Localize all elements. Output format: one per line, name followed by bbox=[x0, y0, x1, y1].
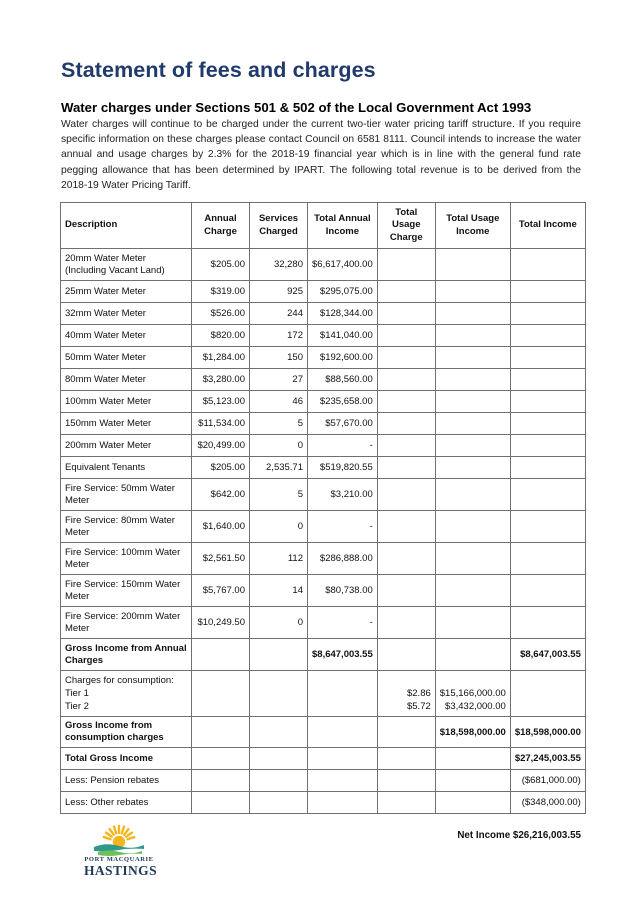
header-services-charged: Services Charged bbox=[250, 203, 308, 249]
empty-cell bbox=[377, 249, 435, 281]
other-rebates-amount: ($348,000.00) bbox=[510, 792, 585, 814]
empty-cell bbox=[377, 413, 435, 435]
meter-services-charged: 5 bbox=[250, 413, 308, 435]
meter-total-annual-income: - bbox=[308, 511, 378, 543]
table-row bbox=[61, 249, 586, 281]
meter-annual-charge: $1,640.00 bbox=[192, 511, 250, 543]
empty-cell bbox=[510, 325, 585, 347]
table-row bbox=[61, 303, 586, 325]
pension-rebates-amount: ($681,000.00) bbox=[510, 770, 585, 792]
empty-cell bbox=[435, 511, 510, 543]
empty-cell bbox=[435, 413, 510, 435]
meter-annual-charge: $3,280.00 bbox=[192, 369, 250, 391]
meter-services-charged: 46 bbox=[250, 391, 308, 413]
table-row bbox=[61, 435, 586, 457]
empty-cell bbox=[435, 369, 510, 391]
row-label: Less: Pension rebates bbox=[61, 770, 192, 792]
table-row bbox=[61, 281, 586, 303]
meter-annual-charge: $5,123.00 bbox=[192, 391, 250, 413]
meter-total-annual-income: $6,617,400.00 bbox=[308, 249, 378, 281]
section-heading: Water charges under Sections 501 & 502 of the Local Government Act 1993 bbox=[61, 100, 532, 115]
table-header-row bbox=[61, 203, 586, 249]
meter-description: Fire Service: 100mm Water Meter bbox=[61, 543, 192, 575]
meter-total-annual-income: - bbox=[308, 607, 378, 639]
meter-annual-charge: $205.00 bbox=[192, 457, 250, 479]
meter-services-charged: 2,535.71 bbox=[250, 457, 308, 479]
gross-consumption-row bbox=[61, 717, 586, 748]
meter-description: 200mm Water Meter bbox=[61, 435, 192, 457]
empty-cell bbox=[435, 457, 510, 479]
meter-annual-charge: $820.00 bbox=[192, 325, 250, 347]
meter-total-annual-income: $128,344.00 bbox=[308, 303, 378, 325]
tier1-charge: $2.86 bbox=[406, 688, 431, 699]
empty-cell bbox=[510, 457, 585, 479]
meter-description: 50mm Water Meter bbox=[61, 347, 192, 369]
table-row bbox=[61, 479, 586, 511]
empty-cell bbox=[435, 325, 510, 347]
empty-cell bbox=[510, 607, 585, 639]
empty-cell bbox=[435, 479, 510, 511]
tier1-label: Tier 1 bbox=[65, 688, 89, 699]
tier2-income: $3,432,000.00 bbox=[445, 701, 506, 712]
meter-description: 32mm Water Meter bbox=[61, 303, 192, 325]
row-label: Gross Income from consumption charges bbox=[61, 717, 192, 748]
tier2-label: Tier 2 bbox=[65, 701, 89, 712]
meter-total-annual-income: $88,560.00 bbox=[308, 369, 378, 391]
meter-annual-charge: $2,561.50 bbox=[192, 543, 250, 575]
sun-waves-icon bbox=[90, 822, 148, 856]
meter-description: 80mm Water Meter bbox=[61, 369, 192, 391]
empty-cell bbox=[435, 607, 510, 639]
gross-consumption-income: $18,598,000.00 bbox=[510, 717, 585, 748]
meter-description: Fire Service: 150mm Water Meter bbox=[61, 575, 192, 607]
empty-cell bbox=[510, 413, 585, 435]
meter-description: Fire Service: 50mm Water Meter bbox=[61, 479, 192, 511]
intro-paragraph: Water charges will continue to be charged under the current two-tier water pricing tariff structure. If you require specific information on these charges please contact Council on 6581 8111. Council intends to increase the water annual and usage charges by 2.3% for the 2018-19 financial year which is in line with the general fund rate pegging allowance that has been determined by IPART. The following total revenue is to be derived from the 2018-19 Water Pricing Tariff. bbox=[61, 119, 581, 191]
meter-services-charged: 14 bbox=[250, 575, 308, 607]
meter-annual-charge: $10,249.50 bbox=[192, 607, 250, 639]
empty-cell bbox=[377, 347, 435, 369]
empty-cell bbox=[435, 303, 510, 325]
header-total-income: Total Income bbox=[510, 203, 585, 249]
table-row bbox=[61, 347, 586, 369]
page-title: Statement of fees and charges bbox=[61, 58, 376, 82]
table-row bbox=[61, 511, 586, 543]
meter-total-annual-income: $192,600.00 bbox=[308, 347, 378, 369]
meter-services-charged: 0 bbox=[250, 607, 308, 639]
meter-services-charged: 172 bbox=[250, 325, 308, 347]
empty-cell bbox=[510, 369, 585, 391]
meter-total-annual-income: $3,210.00 bbox=[308, 479, 378, 511]
meter-total-annual-income: - bbox=[308, 435, 378, 457]
meter-annual-charge: $11,534.00 bbox=[192, 413, 250, 435]
consumption-row bbox=[61, 671, 586, 717]
meter-total-annual-income: $235,658.00 bbox=[308, 391, 378, 413]
meter-services-charged: 0 bbox=[250, 511, 308, 543]
logo-text-hastings: HASTINGS bbox=[84, 863, 157, 878]
consumption-heading: Charges for consumption: bbox=[65, 675, 174, 686]
empty-cell bbox=[510, 479, 585, 511]
empty-cell bbox=[510, 347, 585, 369]
empty-cell bbox=[377, 369, 435, 391]
meter-annual-charge: $5,767.00 bbox=[192, 575, 250, 607]
empty-cell bbox=[435, 435, 510, 457]
total-gross-income: $27,245,003.55 bbox=[510, 748, 585, 770]
empty-cell bbox=[377, 435, 435, 457]
meter-services-charged: 27 bbox=[250, 369, 308, 391]
row-label: Less: Other rebates bbox=[61, 792, 192, 814]
pension-rebates-row bbox=[61, 770, 586, 792]
header-total-usage-income: Total Usage Income bbox=[435, 203, 510, 249]
empty-cell bbox=[377, 457, 435, 479]
tier-usage-charges bbox=[377, 671, 435, 717]
meter-description: Equivalent Tenants bbox=[61, 457, 192, 479]
gross-annual-income: $8,647,003.55 bbox=[510, 639, 585, 671]
meter-total-annual-income: $519,820.55 bbox=[308, 457, 378, 479]
other-rebates-row bbox=[61, 792, 586, 814]
empty-cell bbox=[377, 281, 435, 303]
meter-services-charged: 32,280 bbox=[250, 249, 308, 281]
table-row bbox=[61, 543, 586, 575]
table-row bbox=[61, 391, 586, 413]
empty-cell bbox=[510, 391, 585, 413]
council-logo bbox=[84, 822, 174, 887]
empty-cell bbox=[435, 543, 510, 575]
meter-annual-charge: $642.00 bbox=[192, 479, 250, 511]
header-total-annual-income: Total Annual Income bbox=[308, 203, 378, 249]
gross-annual-row bbox=[61, 639, 586, 671]
empty-cell bbox=[510, 543, 585, 575]
table-row bbox=[61, 369, 586, 391]
net-income: Net Income $26,216,003.55 bbox=[457, 830, 581, 841]
empty-cell bbox=[435, 575, 510, 607]
header-annual-charge: Annual Charge bbox=[192, 203, 250, 249]
consumption-labels bbox=[61, 671, 192, 717]
meter-total-annual-income: $80,738.00 bbox=[308, 575, 378, 607]
empty-cell bbox=[510, 575, 585, 607]
fees-table bbox=[60, 202, 586, 814]
meter-services-charged: 244 bbox=[250, 303, 308, 325]
meter-annual-charge: $319.00 bbox=[192, 281, 250, 303]
meter-total-annual-income: $57,670.00 bbox=[308, 413, 378, 435]
empty-cell bbox=[377, 607, 435, 639]
meter-total-annual-income: $141,040.00 bbox=[308, 325, 378, 347]
table-row bbox=[61, 325, 586, 347]
header-description: Description bbox=[61, 203, 192, 249]
table-row bbox=[61, 607, 586, 639]
header-total-usage-charge: Total Usage Charge bbox=[377, 203, 435, 249]
meter-annual-charge: $1,284.00 bbox=[192, 347, 250, 369]
row-label: Gross Income from Annual Charges bbox=[61, 639, 192, 671]
empty-cell bbox=[377, 391, 435, 413]
meter-services-charged: 925 bbox=[250, 281, 308, 303]
logo-text-port-macquarie: PORT MACQUARIE bbox=[84, 856, 154, 863]
tier1-income: $15,166,000.00 bbox=[439, 688, 506, 699]
empty-cell bbox=[510, 249, 585, 281]
empty-cell bbox=[377, 479, 435, 511]
empty-cell bbox=[377, 325, 435, 347]
meter-services-charged: 112 bbox=[250, 543, 308, 575]
meter-description: Fire Service: 200mm Water Meter bbox=[61, 607, 192, 639]
meter-annual-charge: $526.00 bbox=[192, 303, 250, 325]
meter-services-charged: 5 bbox=[250, 479, 308, 511]
empty-cell bbox=[377, 303, 435, 325]
total-gross-row bbox=[61, 748, 586, 770]
meter-description: 20mm Water Meter (Including Vacant Land) bbox=[61, 249, 192, 281]
meter-services-charged: 0 bbox=[250, 435, 308, 457]
empty-cell bbox=[377, 543, 435, 575]
empty-cell bbox=[377, 575, 435, 607]
gross-annual-total: $8,647,003.55 bbox=[308, 639, 378, 671]
meter-description: 25mm Water Meter bbox=[61, 281, 192, 303]
meter-annual-charge: $20,499.00 bbox=[192, 435, 250, 457]
empty-cell bbox=[435, 391, 510, 413]
empty-cell bbox=[510, 303, 585, 325]
empty-cell bbox=[377, 511, 435, 543]
meter-annual-charge: $205.00 bbox=[192, 249, 250, 281]
empty-cell bbox=[435, 281, 510, 303]
meter-description: 40mm Water Meter bbox=[61, 325, 192, 347]
tier2-charge: $5.72 bbox=[406, 701, 431, 712]
empty-cell bbox=[435, 347, 510, 369]
meter-services-charged: 150 bbox=[250, 347, 308, 369]
table-row bbox=[61, 413, 586, 435]
meter-total-annual-income: $286,888.00 bbox=[308, 543, 378, 575]
empty-cell bbox=[435, 249, 510, 281]
empty-cell bbox=[510, 511, 585, 543]
tier-usage-income bbox=[435, 671, 510, 717]
row-label: Total Gross Income bbox=[61, 748, 192, 770]
meter-description: Fire Service: 80mm Water Meter bbox=[61, 511, 192, 543]
empty-cell bbox=[510, 281, 585, 303]
table-row bbox=[61, 575, 586, 607]
meter-description: 150mm Water Meter bbox=[61, 413, 192, 435]
meter-description: 100mm Water Meter bbox=[61, 391, 192, 413]
table-row bbox=[61, 457, 586, 479]
gross-consumption-usage-income: $18,598,000.00 bbox=[435, 717, 510, 748]
meter-total-annual-income: $295,075.00 bbox=[308, 281, 378, 303]
empty-cell bbox=[510, 435, 585, 457]
